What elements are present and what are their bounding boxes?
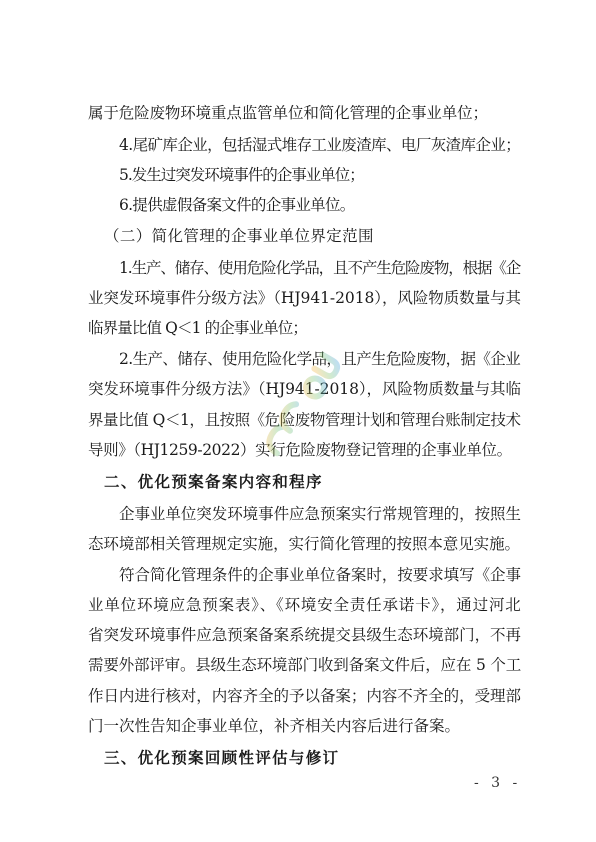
text-line: 界量比值 Q＜1，且按照《危险废物管理计划和管理台账制定技术	[88, 411, 521, 429]
text-line: 临界量比值 Q＜1 的企事业单位；	[88, 319, 308, 337]
text-line: 4.尾矿库企业，包括湿式堆存工业废渣库、电厂灰渣库企业；	[119, 136, 521, 154]
text-line: 作日内进行核对，内容齐全的予以备案；内容不齐全的，受理部	[88, 687, 521, 705]
text-line: 需要外部评审。县级生态环境部门收到备案文件后，应在 5 个工	[88, 656, 522, 674]
text-line: 业突发环境事件分级方法》（HJ941-2018），风险物质数量与其	[88, 289, 521, 307]
section-heading: 三、优化预案回顾性评估与修订	[104, 749, 340, 767]
page-number: - 3 -	[474, 775, 522, 791]
text-line: 门一次性告知企事业单位，补齐相关内容后进行备案。	[88, 717, 461, 735]
text-line: 符合简化管理条件的企事业单位备案时，按要求填写《企事	[119, 566, 521, 584]
text-line: 属于危险废物环境重点监管单位和简化管理的企事业单位；	[88, 104, 488, 122]
section-heading: 二、优化预案备案内容和程序	[104, 473, 323, 491]
text-line: 态环境部相关管理规定实施，实行简化管理的按照本意见实施。	[88, 535, 520, 553]
text-line: 业单位环境应急预案表》、《环境安全责任承诺卡》，通过河北	[88, 596, 522, 614]
text-line: 1.生产、储存、使用危险化学品，且不产生危险废物，根据《企	[119, 259, 521, 277]
text-line: 6.提供虚假备案文件的企事业单位。	[119, 196, 355, 214]
text-line: （二）简化管理的企事业单位界定范围	[104, 227, 374, 245]
text-line: 突发环境事件分级方法》（HJ941-2018），风险物质数量与其临	[88, 380, 521, 398]
text-line: 导则》（HJ1259-2022）实行危险废物登记管理的企事业单位。	[88, 441, 512, 459]
text-line: 企事业单位突发环境事件应急预案实行常规管理的，按照生	[119, 505, 521, 523]
text-line: 2.生产、储存、使用危险化学品，且产生危险废物，据《企业	[119, 350, 521, 368]
text-line: 5.发生过突发环境事件的企事业单位；	[119, 166, 364, 184]
text-line: 省突发环境事件应急预案备案系统提交县级生态环境部门，不再	[88, 626, 521, 644]
